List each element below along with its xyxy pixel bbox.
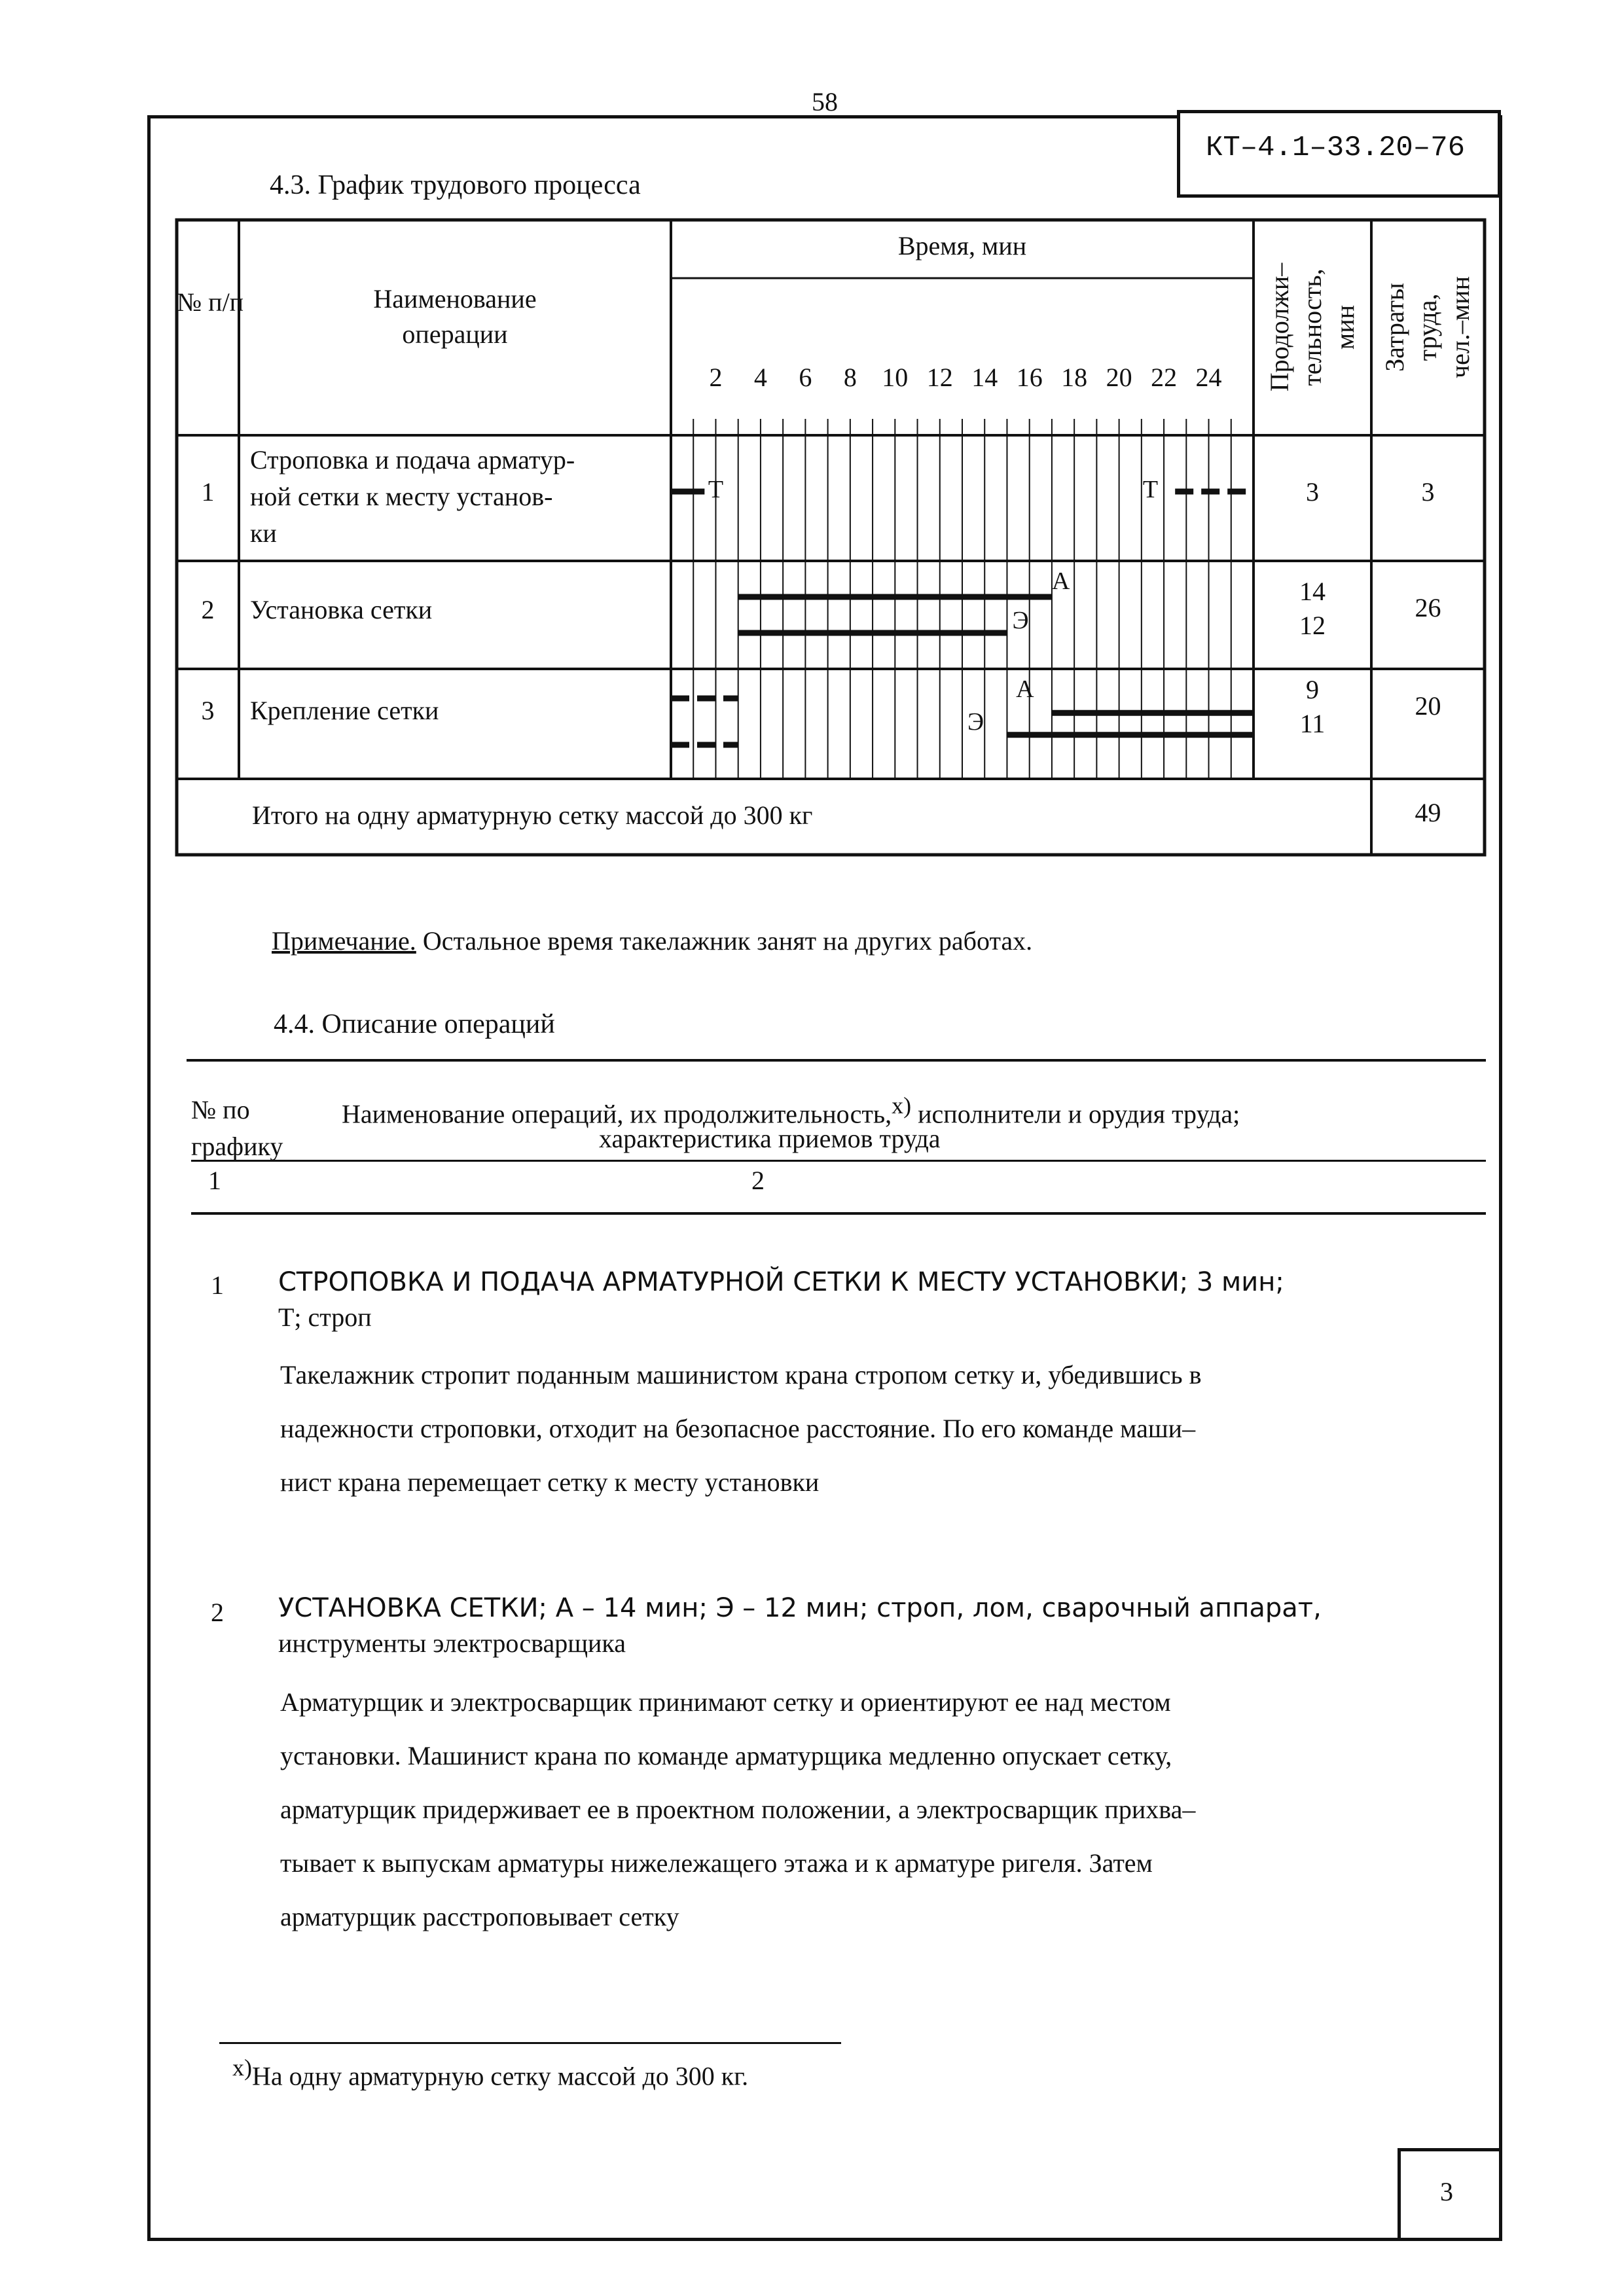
desc-header-col2-line2: характеристика приемов труда xyxy=(599,1124,941,1153)
desc-header-mid-rule xyxy=(191,1160,1486,1162)
footnote-rule xyxy=(219,2042,841,2044)
header-duration: Продолжи– тельность, мин xyxy=(1265,262,1360,392)
schedule-table xyxy=(0,0,1624,884)
sheet-number: 3 xyxy=(1440,2177,1453,2206)
time-tick-label: 10 xyxy=(882,363,909,392)
op-2-title: УСТАНОВКА СЕТКИ; А – 14 мин; Э – 12 мин; строп, лом, сварочный аппарат, инструменты электросварщика xyxy=(278,1593,1322,1658)
section-43-title: 4.3. График трудового процесса xyxy=(270,170,641,200)
time-tick-label: 6 xyxy=(799,363,812,392)
desc-header-col1: № по графику xyxy=(191,1095,283,1161)
time-tick-label: 12 xyxy=(926,363,953,392)
row-1-name: Строповка и подача арматур- ной сетки к месту установ- ки xyxy=(250,445,575,548)
gantt-worker-label: Э xyxy=(1012,607,1029,634)
gantt-worker-label: А xyxy=(1016,675,1034,703)
row-2-name: Установка сетки xyxy=(250,595,433,624)
time-tick-label: 22 xyxy=(1151,363,1178,392)
note xyxy=(272,925,1032,957)
gantt-worker-label: Т xyxy=(1142,476,1159,503)
op-1-text: Такелажник стропит поданным машинистом крана стропом сетку и, убедившись в надежности строповки, отходит на безопасное расстояние. По его команде маши– нист крана перемещает сетку к месту установки xyxy=(280,1360,1202,1497)
header-time: Время, мин xyxy=(897,231,1027,260)
row-1-cost: 3 xyxy=(1421,477,1435,507)
header-name: Наименование операции xyxy=(373,284,537,349)
row-2-cost: 26 xyxy=(1415,593,1441,622)
header-cost: Затраты труда, чел.–мин xyxy=(1380,276,1475,378)
time-tick-label: 16 xyxy=(1016,363,1043,392)
gantt-worker-label: Э xyxy=(967,708,984,736)
desc-header-col2-line1: Наименование операций, их продолжительность,$^{х)}$ исполнители и орудия труда; xyxy=(342,1092,1240,1129)
time-tick-label: 2 xyxy=(709,363,723,392)
time-tick-label: 14 xyxy=(971,363,998,392)
row-2-no: 2 xyxy=(201,595,215,624)
header-no: № п/п xyxy=(177,287,244,317)
op-2-no: 2 xyxy=(211,1598,224,1627)
desc-num-2: 2 xyxy=(751,1166,765,1195)
op-1-no: 1 xyxy=(211,1270,224,1300)
gantt-worker-label: А xyxy=(1051,567,1070,595)
desc-header-top-rule xyxy=(187,1059,1486,1062)
desc-header-bottom-rule xyxy=(191,1212,1486,1215)
row-3-no: 3 xyxy=(201,696,215,725)
footnote: $^{х)}$На одну арматурную сетку массой до 300 кг. xyxy=(232,2054,749,2091)
op-1-title: СТРОПОВКА И ПОДАЧА АРМАТУРНОЙ СЕТКИ К МЕСТУ УСТАНОВКИ; 3 мин; Т; строп xyxy=(278,1267,1284,1332)
row-3-name: Крепление сетки xyxy=(250,696,439,725)
time-tick-label: 18 xyxy=(1061,363,1088,392)
note-text: Остальное время такелажник занят на других работах. xyxy=(422,926,1033,956)
total-value: 49 xyxy=(1415,798,1441,827)
page-number: 58 xyxy=(812,87,838,117)
section-44-title: 4.4. Описание операций xyxy=(274,1009,555,1039)
time-tick-label: 4 xyxy=(753,363,767,392)
op-2-text: Арматурщик и электросварщик принимают сетку и ориентируют ее над местом установки. Машинист крана по команде арматурщика медленно опускает сетку, арматурщик придерживает ее в проектном положении, а электросварщик прихва– тывает к выпускам арматуры нижележащего этажа и к арматуре ригеля. Затем арматурщик расстроповывает сетку xyxy=(280,1687,1196,1931)
row-1-duration: 3 xyxy=(1306,477,1319,507)
time-tick-label: 24 xyxy=(1195,363,1222,392)
row-3-duration: 9 11 xyxy=(1299,675,1326,738)
total-label: Итого на одну арматурную сетку массой до 300 кг xyxy=(252,800,813,830)
note-label: Примечание. xyxy=(272,926,416,956)
doc-code: КТ–4.1–33.20–76 xyxy=(1205,132,1466,164)
time-tick-label: 20 xyxy=(1106,363,1132,392)
row-3-cost: 20 xyxy=(1415,691,1441,721)
time-tick-label: 8 xyxy=(843,363,857,392)
gantt-worker-label: Т xyxy=(708,476,724,503)
row-2-duration: 14 12 xyxy=(1299,577,1326,640)
desc-num-1: 1 xyxy=(208,1166,221,1195)
row-1-no: 1 xyxy=(201,477,215,507)
